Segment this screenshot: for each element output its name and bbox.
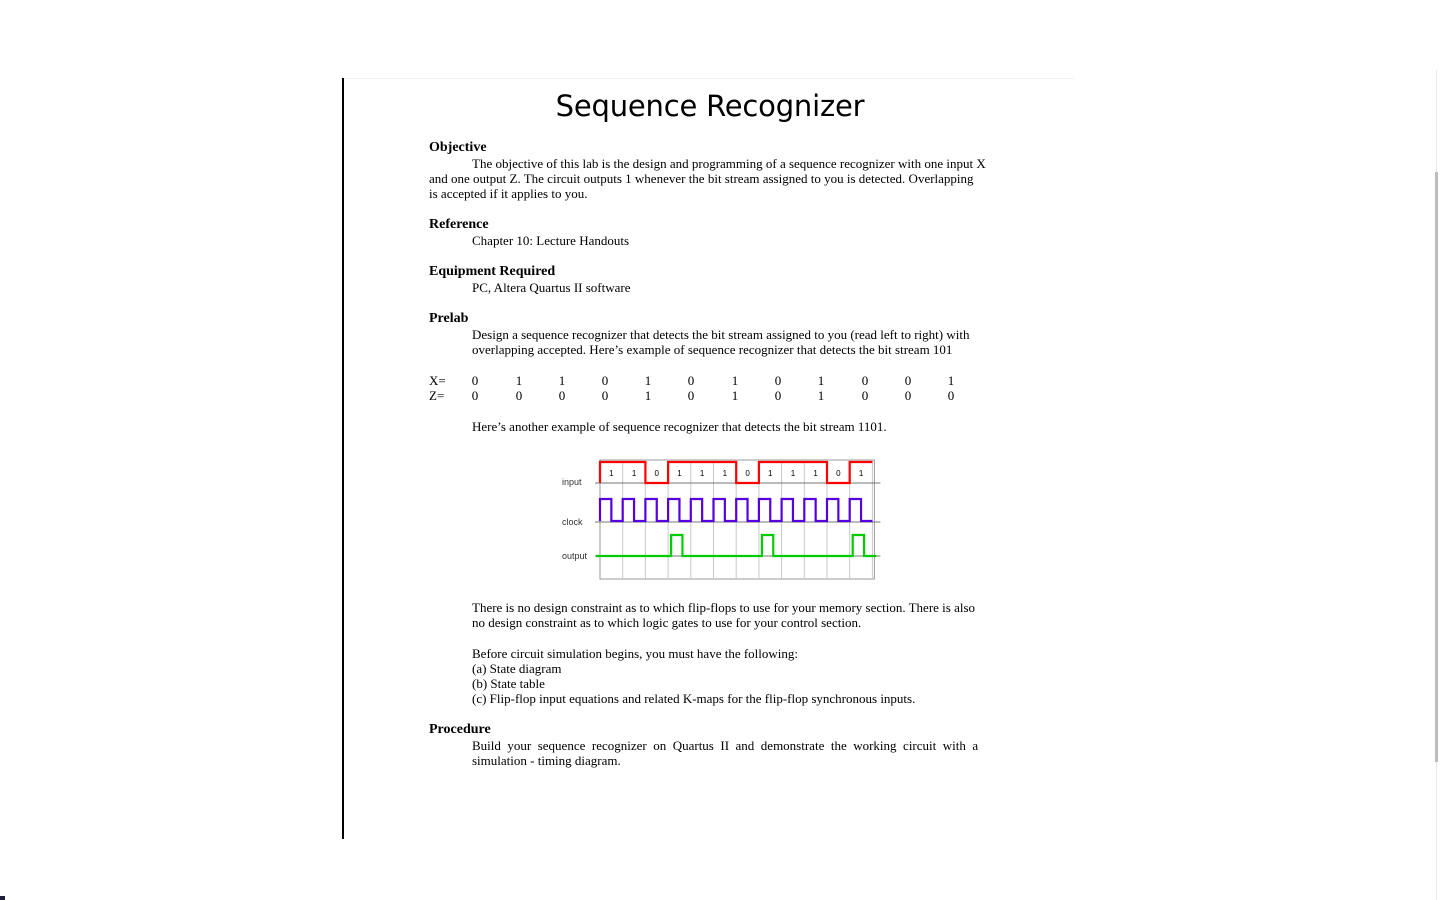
equipment-text: PC, Altera Quartus II software bbox=[472, 280, 631, 295]
input-bit-label: 1 bbox=[609, 469, 614, 478]
x-sequence-row bbox=[429, 373, 969, 388]
corner-marker bbox=[0, 896, 5, 900]
z-value: 0 bbox=[947, 388, 955, 403]
prelab-line-1: Design a sequence recognizer that detects the bit stream assigned to you (read left to right) with bbox=[472, 327, 970, 342]
x-value: 1 bbox=[817, 373, 825, 388]
scrollbar-thumb[interactable] bbox=[1435, 172, 1438, 762]
input-bit-label: 1 bbox=[813, 469, 818, 478]
procedure-line-2: simulation - timing diagram. bbox=[472, 753, 621, 768]
procedure-heading: Procedure bbox=[429, 722, 491, 737]
requirement-item-b: (b) State table bbox=[472, 676, 545, 691]
objective-line-1: The objective of this lab is the design and programming of a sequence recognizer with one input X bbox=[472, 156, 986, 171]
input-bit-label: 1 bbox=[677, 469, 682, 478]
input-bit-label: 1 bbox=[722, 469, 728, 478]
z-value: 0 bbox=[601, 388, 609, 403]
z-value: 1 bbox=[644, 388, 652, 403]
x-value: 0 bbox=[471, 373, 479, 388]
objective-heading: Objective bbox=[429, 140, 487, 155]
requirement-item-c: (c) Flip-flop input equations and related K-maps for the flip-flop synchronous inputs. bbox=[472, 691, 916, 706]
z-value: 0 bbox=[687, 388, 695, 403]
x-value: 1 bbox=[644, 373, 652, 388]
input-bit-label: 0 bbox=[836, 469, 841, 478]
objective-line-3: is accepted if it applies to you. bbox=[429, 186, 588, 201]
requirement-item-a: (a) State diagram bbox=[472, 661, 562, 676]
objective-line-2: and one output Z. The circuit outputs 1 whenever the bit stream assigned to you is detected. Overlapping bbox=[429, 171, 974, 186]
input-bit-label: 1 bbox=[790, 469, 796, 478]
page-top-edge bbox=[344, 78, 1074, 79]
x-value: 0 bbox=[601, 373, 609, 388]
input-bit-label: 1 bbox=[631, 469, 637, 478]
z-value: 0 bbox=[774, 388, 782, 403]
x-label: X= bbox=[429, 373, 446, 388]
x-value: 1 bbox=[947, 373, 955, 388]
equipment-heading: Equipment Required bbox=[429, 264, 556, 279]
x-value: 1 bbox=[515, 373, 523, 388]
prelab-line-2: overlapping accepted. Here’s example of sequence recognizer that detects the bit stream 101 bbox=[472, 342, 953, 357]
before-simulation-text: Before circuit simulation begins, you must have the following: bbox=[472, 646, 799, 661]
clock-signal-label: clock bbox=[562, 517, 583, 527]
page-left-edge bbox=[342, 78, 344, 839]
z-value: 0 bbox=[558, 388, 566, 403]
x-value: 0 bbox=[861, 373, 869, 388]
input-bit-label: 1 bbox=[768, 469, 773, 478]
clock-waveform bbox=[600, 499, 872, 521]
prelab-heading: Prelab bbox=[429, 311, 469, 326]
input-signal-label: input bbox=[562, 477, 582, 487]
z-value: 0 bbox=[471, 388, 479, 403]
z-value: 1 bbox=[731, 388, 739, 403]
reference-text: Chapter 10: Lecture Handouts bbox=[472, 233, 630, 248]
another-example-text: Here’s another example of sequence recognizer that detects the bit stream 1101. bbox=[472, 419, 887, 434]
z-label: Z= bbox=[429, 388, 445, 403]
document-title: Sequence Recognizer bbox=[555, 89, 865, 123]
input-bit-label: 1 bbox=[858, 469, 864, 478]
z-value: 0 bbox=[904, 388, 912, 403]
x-value: 0 bbox=[904, 373, 912, 388]
constraint-line-1: There is no design constraint as to which flip-flops to use for your memory section. There is also bbox=[472, 600, 976, 615]
z-value: 0 bbox=[515, 388, 523, 403]
output-signal-label: output bbox=[562, 551, 588, 561]
timing-diagram bbox=[555, 455, 905, 585]
x-value: 1 bbox=[558, 373, 566, 388]
constraint-line-2: no design constraint as to which logic gates to use for your control section. bbox=[472, 615, 862, 630]
x-value: 0 bbox=[687, 373, 695, 388]
input-bit-label: 0 bbox=[654, 469, 659, 478]
input-waveform bbox=[600, 462, 872, 483]
x-value: 1 bbox=[731, 373, 739, 388]
procedure-line-1: Build your sequence recognizer on Quartus II and demonstrate the working circuit with a bbox=[472, 738, 979, 753]
z-value: 0 bbox=[861, 388, 869, 403]
reference-heading: Reference bbox=[429, 217, 489, 232]
input-bit-label: 0 bbox=[745, 469, 750, 478]
z-sequence-row bbox=[429, 388, 969, 403]
z-value: 1 bbox=[817, 388, 825, 403]
input-bit-label: 1 bbox=[699, 469, 705, 478]
x-value: 0 bbox=[774, 373, 782, 388]
